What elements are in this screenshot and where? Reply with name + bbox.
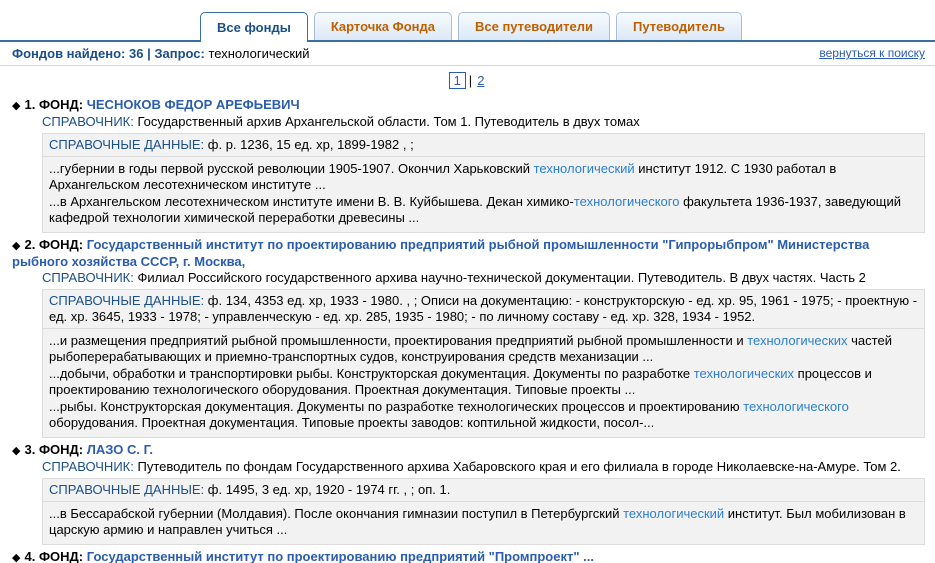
result-header bbox=[12, 97, 925, 114]
guide-line bbox=[12, 270, 925, 286]
fond-title-link[interactable]: ЛАЗО С. Г. bbox=[86, 442, 153, 457]
page-current[interactable]: 1 bbox=[449, 72, 466, 89]
bullet-icon: ◆ bbox=[12, 552, 21, 563]
guide-value: Государственный архив Архангельской области. Том 1. Путеводитель в двух томах bbox=[137, 114, 640, 129]
pagination bbox=[0, 66, 935, 93]
guide-label: СПРАВОЧНИК: bbox=[42, 114, 134, 129]
result-number: 1. bbox=[24, 97, 36, 112]
result-number: 2. bbox=[24, 237, 36, 252]
fond-label: ФОНД: bbox=[38, 442, 84, 457]
fond-label: ФОНД: bbox=[38, 549, 84, 563]
tab-all-guides[interactable]: Все путеводители bbox=[458, 12, 610, 40]
guide-value: Путеводитель по фондам Государственного архива Хабаровского края и его филиала в городе Николаевске-на-Амуре. Том 2. bbox=[137, 459, 901, 474]
bullet-icon: ◆ bbox=[12, 445, 21, 457]
fond-title-link[interactable]: Государственный институт по проектированию предприятий "Промпроект" ... bbox=[86, 549, 594, 563]
search-term-highlight: технологический bbox=[623, 506, 725, 521]
query-value: технологический bbox=[208, 46, 310, 61]
search-term-highlight: технологический bbox=[533, 161, 635, 176]
results-list bbox=[0, 93, 935, 563]
guide-line bbox=[12, 114, 925, 130]
snippet: ...добычи, обработки и транспортировки рыбы. Конструкторская документация. Документы по разработке технологических процессов и проектированию технологического оборудования. Проектная документация. Типовые проекты ... bbox=[49, 366, 872, 397]
guide-value: Филиал Российского государственного архива научно-технической документации. Путеводитель. В двух частях. Часть 2 bbox=[137, 270, 866, 285]
info-separator: | bbox=[147, 46, 151, 61]
reference-data bbox=[42, 478, 925, 502]
found-label: Фондов найдено: bbox=[12, 46, 126, 61]
snippet: ...рыбы. Конструкторская документация. Документы по разработке технологических процессов и проектированию технологического оборудования. Проектная документация. Типовые проекты заводов: коптильной жидкости, посол-... bbox=[49, 399, 849, 430]
fond-title-link[interactable]: Государственный институт по проектированию предприятий рыбной промышленности "Гипрорыбпром" Министерства рыбного хозяйства СССР, г. Москва, bbox=[12, 237, 870, 269]
snippet-list bbox=[42, 329, 925, 438]
search-info-bar bbox=[0, 42, 935, 66]
search-term-highlight: технологического bbox=[743, 399, 849, 414]
result-header bbox=[12, 549, 925, 563]
reference-value: ф. р. 1236, 15 ед. хр, 1899-1982 , ; bbox=[207, 137, 414, 152]
tab-fond-card[interactable]: Карточка Фонда bbox=[314, 12, 452, 40]
reference-label: СПРАВОЧНЫЕ ДАННЫЕ: bbox=[49, 293, 205, 308]
tab-guide[interactable]: Путеводитель bbox=[616, 12, 742, 40]
bullet-icon: ◆ bbox=[12, 240, 21, 252]
result-number: 3. bbox=[24, 442, 36, 457]
reference-data bbox=[42, 289, 925, 329]
result-item bbox=[12, 549, 925, 563]
reference-data bbox=[42, 133, 925, 157]
fond-title-link[interactable]: ЧЕСНОКОВ ФЕДОР АРЕФЬЕВИЧ bbox=[86, 97, 300, 112]
reference-label: СПРАВОЧНЫЕ ДАННЫЕ: bbox=[49, 137, 205, 152]
result-item bbox=[12, 97, 925, 233]
result-item bbox=[12, 442, 925, 545]
snippet-list bbox=[42, 502, 925, 545]
page-pipe: | bbox=[468, 73, 473, 88]
tab-bar bbox=[0, 0, 935, 42]
guide-label: СПРАВОЧНИК: bbox=[42, 459, 134, 474]
result-header bbox=[12, 237, 925, 270]
reference-value: ф. 134, 4353 ед. хр, 1933 - 1980. , ; Описи на документацию: - конструкторскую - ед. хр. 95, 1961 - 1975; - проектную - ед. хр. 3645, 1933 - 1978; - управленческую - ед. хр. 285, 1935 - 1980; - по личному составу - ед. хр. 328, 1934 - 1952. bbox=[49, 293, 918, 324]
bullet-icon: ◆ bbox=[12, 100, 21, 112]
fond-label: ФОНД: bbox=[38, 237, 84, 252]
search-term-highlight: технологического bbox=[573, 194, 680, 209]
page-2-link[interactable]: 2 bbox=[477, 73, 485, 88]
result-number: 4. bbox=[24, 549, 36, 563]
reference-value: ф. 1495, 3 ед. хр, 1920 - 1974 гг. , ; оп. 1. bbox=[207, 482, 451, 497]
found-count: 36 bbox=[129, 46, 144, 61]
fond-label: ФОНД: bbox=[38, 97, 84, 112]
reference-label: СПРАВОЧНЫЕ ДАННЫЕ: bbox=[49, 482, 205, 497]
snippet: ...губернии в годы первой русской революции 1905-1907. Окончил Харьковский технологический институт 1912. С 1930 работал в Архангельском лесотехническом институте ... bbox=[49, 161, 837, 192]
snippet: ...в Архангельском лесотехническом институте имени В. В. Куйбышева. Декан химико-технологического факультета 1936-1937, заведующий кафедрой технологии химической переработки древесины ... bbox=[49, 194, 901, 225]
tab-all-fonds[interactable]: Все фонды bbox=[200, 12, 308, 42]
guide-label: СПРАВОЧНИК: bbox=[42, 270, 134, 285]
result-header bbox=[12, 442, 925, 459]
snippet-list bbox=[42, 157, 925, 233]
search-term-highlight: технологических bbox=[693, 366, 795, 381]
search-term-highlight: технологических bbox=[747, 333, 848, 348]
query-label: Запрос: bbox=[154, 46, 205, 61]
result-item bbox=[12, 237, 925, 438]
snippet: ...и размещения предприятий рыбной промышленности, проектирования предприятий рыбной промышленности и технологических частей рыбоперерабатывающих и приемно-транспортных судов, конструирования средств механизации ... bbox=[49, 333, 892, 364]
snippet: ...в Бессарабской губернии (Молдавия). После окончания гимназии поступил в Петербургский технологический институт. Был мобилизован в царскую армию и направлен учиться ... bbox=[49, 506, 906, 537]
guide-line bbox=[12, 459, 925, 475]
back-to-search-link[interactable]: вернуться к поиску bbox=[819, 46, 925, 60]
